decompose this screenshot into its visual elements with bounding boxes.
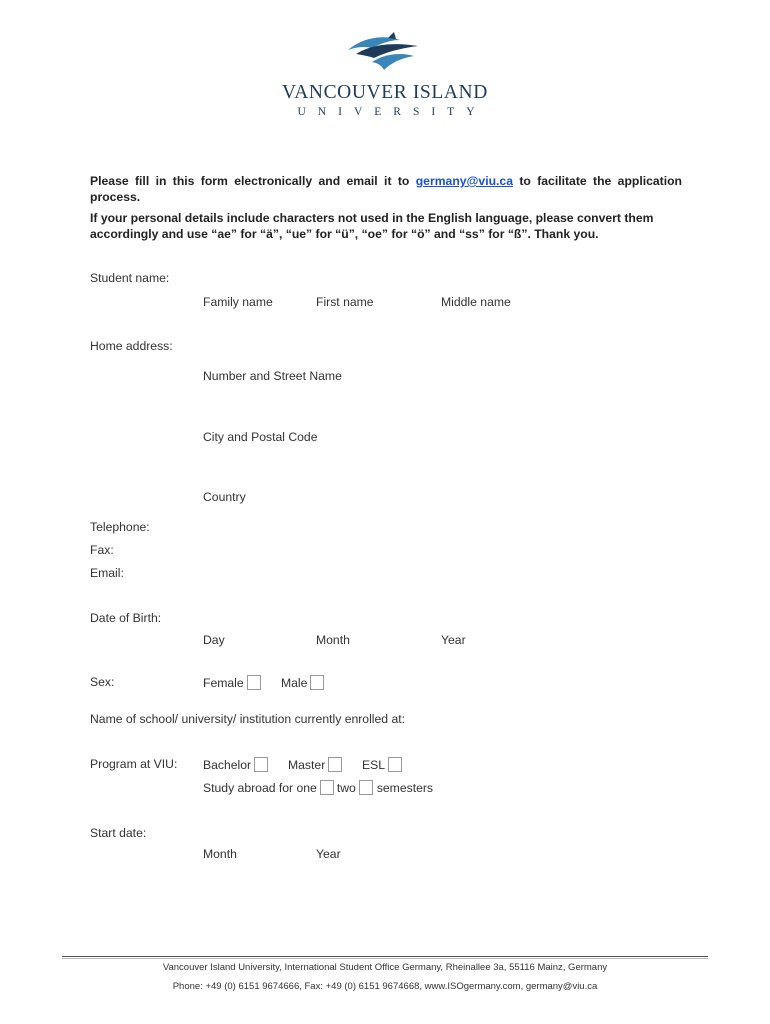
program-label: Program at VIU: bbox=[90, 757, 178, 771]
one-semester-checkbox[interactable] bbox=[320, 780, 334, 795]
fax-label: Fax: bbox=[90, 543, 114, 557]
bachelor-option bbox=[203, 757, 268, 772]
footer-divider bbox=[62, 956, 708, 957]
student-name-label: Student name: bbox=[90, 271, 170, 285]
two-label: two bbox=[336, 781, 356, 795]
email-link[interactable]: germany@viu.ca bbox=[415, 174, 513, 188]
intro-text-before-link: Please fill in this form electronically and email it to bbox=[90, 174, 416, 188]
female-checkbox[interactable] bbox=[247, 675, 261, 690]
logo-wordmark: VANCOUVER ISLAND bbox=[282, 82, 488, 103]
esl-label: ESL bbox=[362, 758, 386, 772]
current-school-label: Name of school/ university/ institution currently enrolled at: bbox=[90, 712, 405, 726]
male-label: Male bbox=[281, 676, 308, 690]
female-option bbox=[203, 675, 261, 690]
master-option bbox=[288, 757, 342, 772]
family-name-label: Family name bbox=[203, 295, 273, 309]
character-conversion-note: If your personal details include characters not used in the English language, please convert them accordingly and use “ae” for “ä”, “ue” for “ü”, “oe” for “ö” and “ss” for “ß”. Thank you. bbox=[90, 211, 654, 241]
logo-subtitle: UNIVERSITY bbox=[297, 106, 487, 118]
master-label: Master bbox=[288, 758, 326, 772]
sex-label: Sex: bbox=[90, 675, 115, 689]
semesters-label: semesters bbox=[376, 781, 434, 795]
home-address-label: Home address: bbox=[90, 339, 173, 353]
telephone-label: Telephone: bbox=[90, 520, 150, 534]
dob-year-label: Year bbox=[441, 633, 466, 647]
viu-logo-icon bbox=[344, 32, 424, 76]
start-month-label: Month bbox=[203, 847, 237, 861]
street-label: Number and Street Name bbox=[203, 369, 342, 383]
intro-text-after-link: to facilitate the application process. bbox=[90, 174, 682, 204]
dob-month-label: Month bbox=[316, 633, 350, 647]
middle-name-label: Middle name bbox=[441, 295, 511, 309]
esl-option bbox=[362, 757, 402, 772]
bachelor-label: Bachelor bbox=[203, 758, 252, 772]
intro-instructions bbox=[90, 174, 682, 205]
country-label: Country bbox=[203, 490, 246, 504]
male-option bbox=[281, 675, 324, 690]
first-name-label: First name bbox=[316, 295, 374, 309]
dob-label: Date of Birth: bbox=[90, 611, 162, 625]
female-label: Female bbox=[203, 676, 244, 690]
email-label: Email: bbox=[90, 566, 124, 580]
study-abroad-row bbox=[203, 780, 433, 795]
start-date-label: Start date: bbox=[90, 826, 147, 840]
two-semesters-checkbox[interactable] bbox=[359, 780, 373, 795]
footer-address: Vancouver Island University, International Student Office Germany, Rheinallee 3a, 55116 Mainz, Germany bbox=[162, 962, 608, 973]
start-year-label: Year bbox=[316, 847, 341, 861]
city-postal-label: City and Postal Code bbox=[203, 430, 318, 444]
footer-contact: Phone: +49 (0) 6151 9674666, Fax: +49 (0) 6151 9674668, www.ISOgermany.com, germany@viu.ca bbox=[172, 981, 598, 992]
bachelor-checkbox[interactable] bbox=[254, 757, 268, 772]
esl-checkbox[interactable] bbox=[388, 757, 402, 772]
study-abroad-label: Study abroad for one bbox=[203, 781, 317, 795]
male-checkbox[interactable] bbox=[310, 675, 324, 690]
dob-day-label: Day bbox=[203, 633, 225, 647]
master-checkbox[interactable] bbox=[328, 757, 342, 772]
footer-divider-secondary bbox=[62, 958, 708, 959]
